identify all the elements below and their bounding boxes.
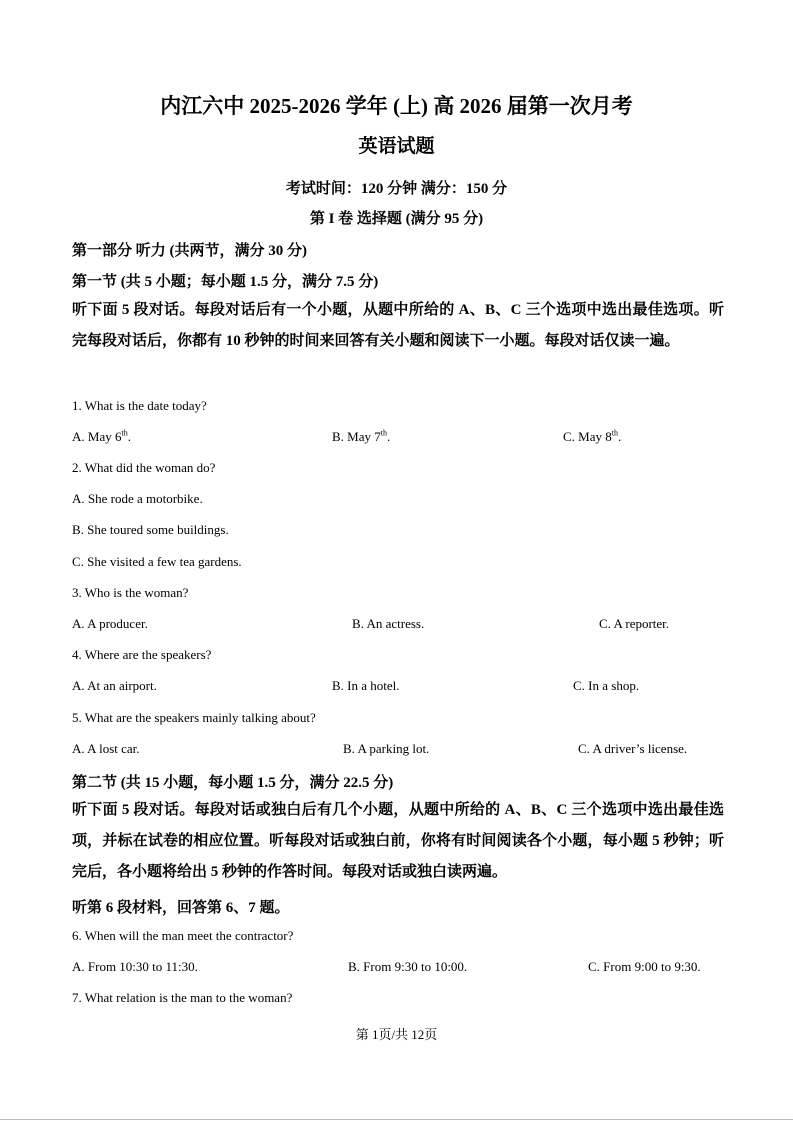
part1-heading: 第一部分 听力 (共两节，满分 30 分) <box>72 243 307 259</box>
q6-option-c: C. From 9:00 to 9:30. <box>588 959 701 974</box>
q1-option-a: A. May 6th. <box>72 428 131 444</box>
q3-option-a: A. A producer. <box>72 616 148 631</box>
q2-option-a: A. She rode a motorbike. <box>72 491 203 506</box>
question-5: 5. What are the speakers mainly talking about? <box>72 710 316 725</box>
question-6: 6. When will the man meet the contractor? <box>72 928 294 943</box>
q3-option-c: C. A reporter. <box>599 616 670 631</box>
q2-option-c: C. She visited a few tea gardens. <box>72 554 242 569</box>
question-4: 4. Where are the speakers? <box>72 647 212 662</box>
section2-heading: 第二节 (共 15 小题，每小题 1.5 分，满分 22.5 分) <box>72 775 394 791</box>
exam-subtitle: 英语试题 <box>358 136 435 157</box>
volume-heading: 第 I 卷 选择题 (满分 95 分) <box>309 211 484 227</box>
q5-option-c: C. A driver’s license. <box>578 741 688 756</box>
q4-option-a: A. At an airport. <box>72 678 157 693</box>
q1-option-b: B. May 7th. <box>332 428 391 444</box>
section1-heading: 第一节 (共 5 小题；每小题 1.5 分，满分 7.5 分) <box>72 274 379 290</box>
question-2: 2. What did the woman do? <box>72 460 216 475</box>
question-1: 1. What is the date today? <box>72 398 207 413</box>
section1-instructions: 听下面 5 段对话。每段对话后有一个小题，从题中所给的 A、B、C 三个选项中选出最佳选项。听完每段对话后，你都有 10 秒钟的时间来回答有关小题和阅读下一小题。每段对话仅读一遍。 <box>72 302 724 349</box>
q5-option-a: A. A lost car. <box>72 741 140 756</box>
question-3: 3. Who is the woman? <box>72 585 189 600</box>
q3-option-b: B. An actress. <box>352 616 425 631</box>
q6-option-a: A. From 10:30 to 11:30. <box>72 959 198 974</box>
section2-instructions: 听下面 5 段对话。每段对话或独白后有几个小题，从题中所给的 A、B、C 三个选项中选出最佳选项，并标在试卷的相应位置。听每段对话或独白前，你将有时间阅读各个小题，每小题 5 秒钟；听完后，各小题将给出 5 秒钟的作答时间。每段对话或独白读两遍。 <box>72 802 724 880</box>
q1-option-c: C. May 8th. <box>563 428 622 444</box>
q2-option-b: B. She toured some buildings. <box>72 522 229 537</box>
exam-title: 内江六中 2025-2026 学年 (上) 高 2026 届第一次月考 <box>160 94 633 118</box>
page-bottom-divider <box>0 1119 793 1120</box>
q6-option-b: B. From 9:30 to 10:00. <box>348 959 468 974</box>
q4-option-b: B. In a hotel. <box>332 678 400 693</box>
question-7: 7. What relation is the man to the woman? <box>72 990 293 1005</box>
q4-option-c: C. In a shop. <box>573 678 640 693</box>
exam-info: 考试时间：120 分钟 满分：150 分 <box>285 181 508 197</box>
page-number: 第 1页/共 12页 <box>355 1027 438 1042</box>
material-6-heading: 听第 6 段材料，回答第 6、7 题。 <box>72 900 290 916</box>
q5-option-b: B. A parking lot. <box>343 741 430 756</box>
